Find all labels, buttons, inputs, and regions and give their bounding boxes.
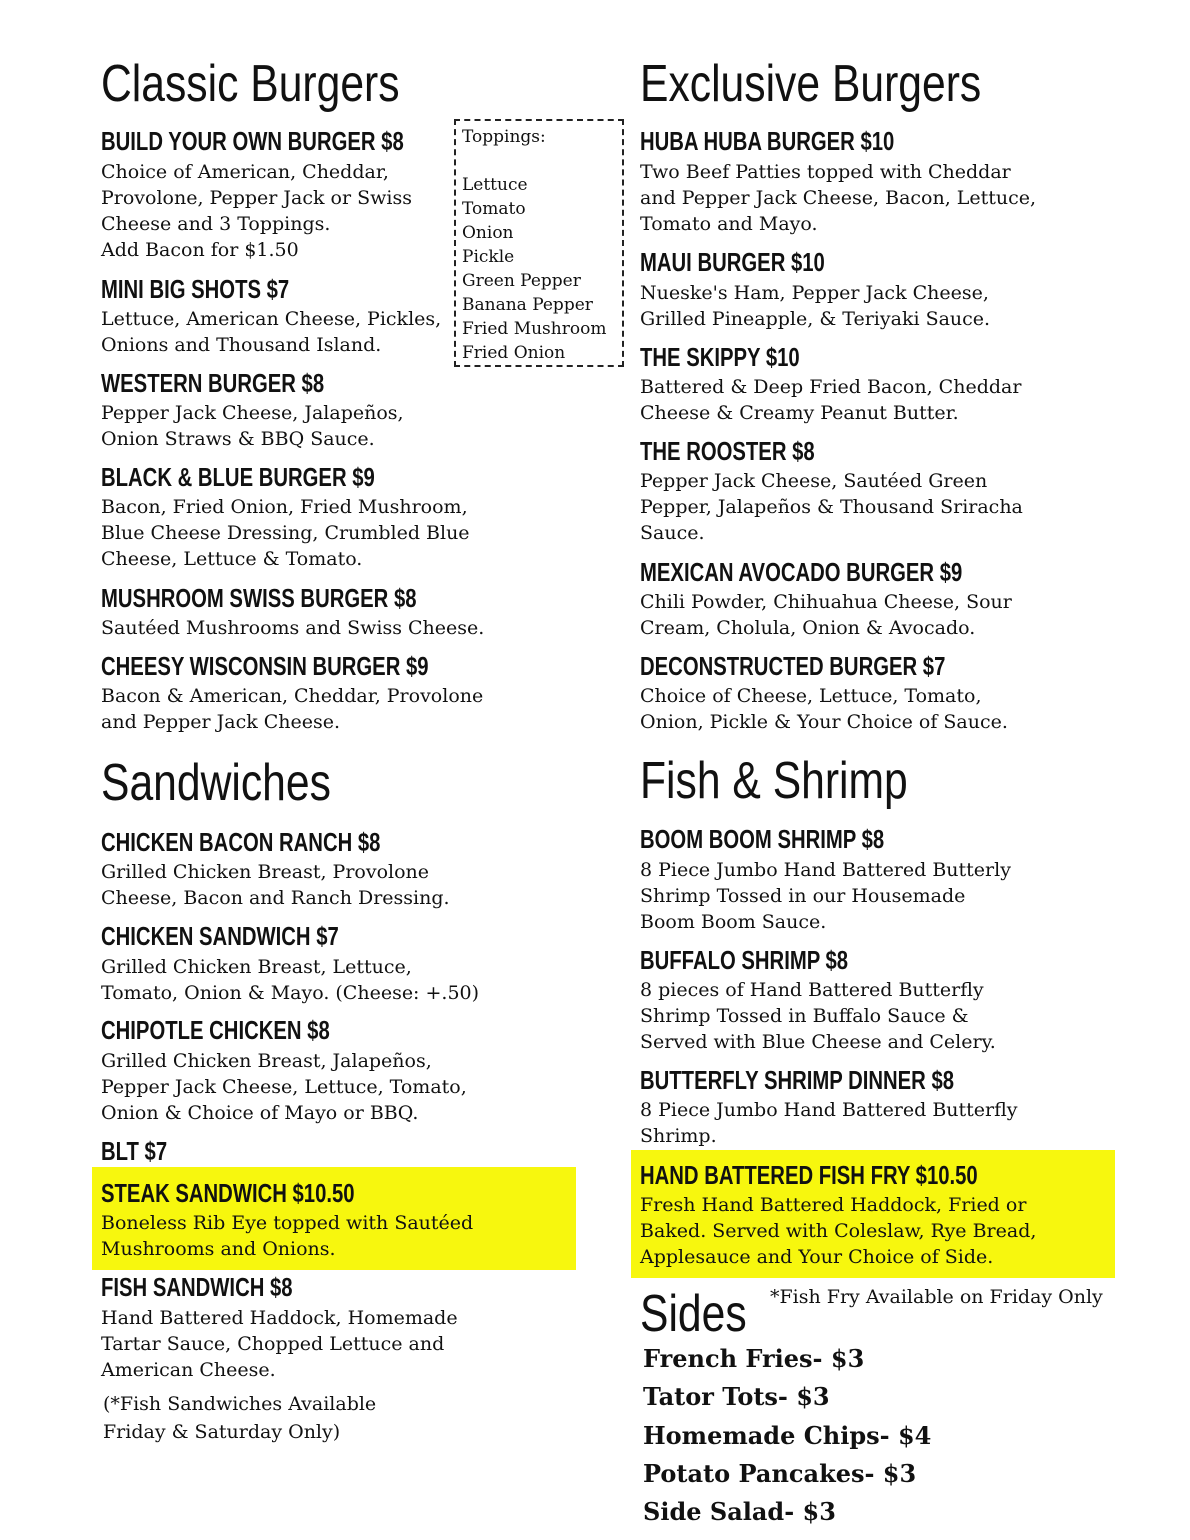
topping-item: Pickle xyxy=(462,247,515,267)
menu-item-name: THE SKIPPY $10 xyxy=(640,342,800,372)
toppings-box xyxy=(454,119,624,367)
menu-item-description: Pepper Jack Cheese, Sautéed Green Pepper, Jalapeños & Thousand Sriracha Sauce. xyxy=(640,470,1023,544)
menu-item-name: MAUI BURGER $10 xyxy=(640,247,825,277)
topping-item: Banana Pepper xyxy=(462,295,593,315)
menu-item-name: CHICKEN SANDWICH $7 xyxy=(101,921,339,951)
side-item: Side Salad- $3 xyxy=(643,1497,836,1526)
menu-item-description: Chili Powder, Chihuahua Cheese, Sour Cream, Cholula, Onion & Avocado. xyxy=(640,591,1012,639)
menu-item-description: Sautéed Mushrooms and Swiss Cheese. xyxy=(101,617,485,639)
menu-item-description: Fresh Hand Battered Haddock, Fried or Baked. Served with Coleslaw, Rye Bread, Applesauce and Your Choice of Side. xyxy=(640,1194,1037,1268)
menu-item-name: BLACK & BLUE BURGER $9 xyxy=(101,462,375,492)
menu-item-name: CHEESY WISCONSIN BURGER $9 xyxy=(101,651,429,681)
fish-shrimp-title: Fish & Shrimp xyxy=(640,752,908,810)
menu-item-name: BUFFALO SHRIMP $8 xyxy=(640,945,849,975)
sandwiches-title: Sandwiches xyxy=(101,754,331,812)
menu-item-description: Hand Battered Haddock, Homemade Tartar Sauce, Chopped Lettuce and American Cheese. xyxy=(101,1307,458,1381)
menu-item-name: BLT $7 xyxy=(101,1136,168,1166)
menu-item-description: Choice of American, Cheddar, Provolone, Pepper Jack or Swiss Cheese and 3 Toppings. Add Bacon for $1.50 xyxy=(101,161,412,261)
topping-item: Green Pepper xyxy=(462,271,581,291)
menu-item-name: DECONSTRUCTED BURGER $7 xyxy=(640,651,946,681)
topping-item: Fried Mushroom xyxy=(462,319,607,339)
toppings-title: Toppings: xyxy=(462,127,546,147)
menu-item-name: MUSHROOM SWISS BURGER $8 xyxy=(101,583,417,613)
menu-item-name: MINI BIG SHOTS $7 xyxy=(101,274,290,304)
menu-item-name: CHICKEN BACON RANCH $8 xyxy=(101,827,381,857)
side-item: Homemade Chips- $4 xyxy=(643,1421,932,1450)
menu-item-description: Grilled Chicken Breast, Lettuce, Tomato, Onion & Mayo. (Cheese: +.50) xyxy=(101,956,480,1004)
menu-item-name: WESTERN BURGER $8 xyxy=(101,368,325,398)
topping-item: Onion xyxy=(462,223,514,243)
menu-item-description: Pepper Jack Cheese, Jalapeños, Onion Straws & BBQ Sauce. xyxy=(101,402,404,450)
menu-item-description: Grilled Chicken Breast, Provolone Cheese, Bacon and Ranch Dressing. xyxy=(101,861,450,909)
topping-item: Fried Onion xyxy=(462,343,566,363)
fish-sandwich-note: (*Fish Sandwiches Available Friday & Saturday Only) xyxy=(103,1393,377,1443)
menu-item-name: BUILD YOUR OWN BURGER $8 xyxy=(101,126,404,156)
menu-item-description: Grilled Chicken Breast, Jalapeños, Pepper Jack Cheese, Lettuce, Tomato, Onion & Choice of Mayo or BBQ. xyxy=(101,1050,467,1124)
menu-item-name: MEXICAN AVOCADO BURGER $9 xyxy=(640,557,963,587)
exclusive-burgers-title: Exclusive Burgers xyxy=(640,55,982,113)
side-item: French Fries- $3 xyxy=(643,1344,865,1373)
menu-item-name: STEAK SANDWICH $10.50 xyxy=(101,1178,355,1208)
menu-item-description: Boneless Rib Eye topped with Sautéed Mushrooms and Onions. xyxy=(101,1212,474,1260)
topping-item: Lettuce xyxy=(462,175,528,195)
menu-item-name: HAND BATTERED FISH FRY $10.50 xyxy=(640,1160,978,1190)
menu-item-name: CHIPOTLE CHICKEN $8 xyxy=(101,1015,330,1045)
menu-item-description: Lettuce, American Cheese, Pickles, Onions and Thousand Island. xyxy=(101,308,442,356)
menu-item-description: Bacon, Fried Onion, Fried Mushroom, Blue Cheese Dressing, Crumbled Blue Cheese, Lettuce & Tomato. xyxy=(101,496,470,570)
menu-item-name: THE ROOSTER $8 xyxy=(640,436,815,466)
menu-item-description: 8 Piece Jumbo Hand Battered Butterly Shrimp Tossed in our Housemade Boom Boom Sauce. xyxy=(640,859,1011,933)
sides-title: Sides xyxy=(640,1285,747,1343)
menu-item-name: FISH SANDWICH $8 xyxy=(101,1272,293,1302)
menu-item-name: BOOM BOOM SHRIMP $8 xyxy=(640,824,885,854)
topping-item: Tomato xyxy=(462,199,526,219)
side-item: Tator Tots- $3 xyxy=(643,1382,830,1411)
menu-item-description: Bacon & American, Cheddar, Provolone and Pepper Jack Cheese. xyxy=(101,685,484,733)
menu-item-description: Battered & Deep Fried Bacon, Cheddar Cheese & Creamy Peanut Butter. xyxy=(640,376,1022,424)
classic-burgers-title: Classic Burgers xyxy=(101,55,400,113)
menu-item-description: Nueske's Ham, Pepper Jack Cheese, Grilled Pineapple, & Teriyaki Sauce. xyxy=(640,282,991,330)
menu-item-description: Choice of Cheese, Lettuce, Tomato, Onion, Pickle & Your Choice of Sauce. xyxy=(640,685,1008,733)
side-item: Potato Pancakes- $3 xyxy=(643,1459,917,1488)
menu-item-name: BUTTERFLY SHRIMP DINNER $8 xyxy=(640,1065,955,1095)
fish-fry-note: *Fish Fry Available on Friday Only xyxy=(770,1286,1103,1308)
menu-item-description: 8 Piece Jumbo Hand Battered Butterfly Shrimp. xyxy=(640,1099,1018,1147)
menu-item-description: Two Beef Patties topped with Cheddar and Pepper Jack Cheese, Bacon, Lettuce, Tomato and Mayo. xyxy=(640,161,1037,235)
menu-item-name: HUBA HUBA BURGER $10 xyxy=(640,126,895,156)
menu-item-description: 8 pieces of Hand Battered Butterfly Shrimp Tossed in Buffalo Sauce & Served with Blue Cheese and Celery. xyxy=(640,979,996,1053)
